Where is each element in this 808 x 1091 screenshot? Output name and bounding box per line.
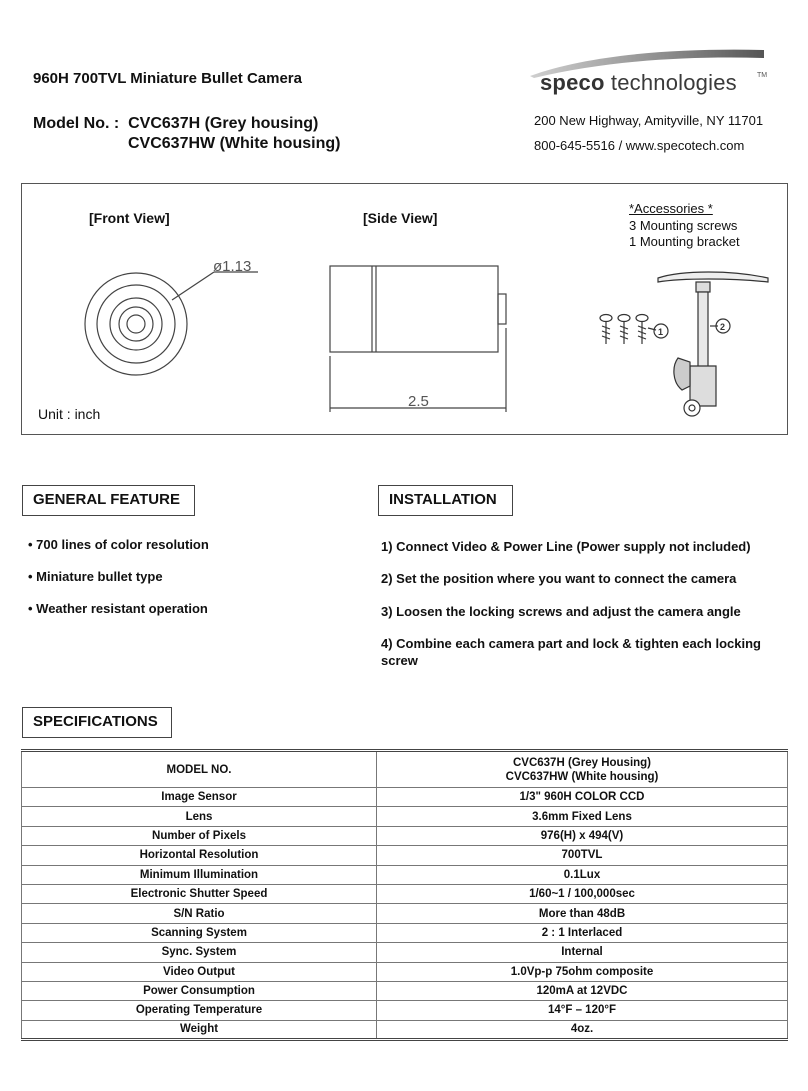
table-row <box>22 962 788 981</box>
spec-value-cell: 1/3" 960H COLOR CCD <box>377 788 788 807</box>
spec-value-cell: 0.1Lux <box>377 865 788 884</box>
page-title: 960H 700TVL Miniature Bullet Camera <box>33 70 302 87</box>
table-row <box>22 826 788 845</box>
model-grey: CVC637H (Grey housing) <box>128 115 319 132</box>
spec-value-cell: More than 48dB <box>377 904 788 923</box>
front-view-label: [Front View] <box>89 210 170 226</box>
table-row <box>22 788 788 807</box>
spec-value-cell: 3.6mm Fixed Lens <box>377 807 788 826</box>
model-value-cell <box>377 751 788 788</box>
table-row <box>22 1020 788 1039</box>
speco-logo <box>520 44 770 104</box>
accessory-screws: 3 Mounting screws <box>629 218 738 233</box>
spec-value-cell: 2 : 1 Interlaced <box>377 923 788 942</box>
install-step: 3) Loosen the locking screws and adjust the camera angle <box>381 604 741 619</box>
general-feature-heading: GENERAL FEATURE <box>22 485 195 516</box>
install-step: 4) Combine each camera part and lock & tighten each locking screw <box>381 636 761 668</box>
feature-item: • 700 lines of color resolution <box>28 537 209 552</box>
model-header-cell: MODEL NO. <box>22 751 377 788</box>
spec-value-cell: 976(H) x 494(V) <box>377 826 788 845</box>
spec-label-cell: Scanning System <box>22 923 377 942</box>
accessory-bracket: 1 Mounting bracket <box>629 234 740 249</box>
spec-label-cell: Power Consumption <box>22 981 377 1000</box>
table-row <box>22 807 788 826</box>
spec-value-cell: Internal <box>377 943 788 962</box>
side-view-drawing <box>320 260 520 420</box>
install-step: 2) Set the position where you want to connect the camera <box>381 571 737 586</box>
logo-tm: TM <box>757 72 768 79</box>
front-view-drawing <box>80 250 280 400</box>
spec-label-cell: Operating Temperature <box>22 1001 377 1020</box>
spec-label-cell: Video Output <box>22 962 377 981</box>
spec-label-cell: S/N Ratio <box>22 904 377 923</box>
spec-value-cell: 1.0Vp-p 75ohm composite <box>377 962 788 981</box>
table-row <box>22 846 788 865</box>
table-row <box>22 1001 788 1020</box>
logo-light: technologies <box>610 70 737 95</box>
table-row <box>22 981 788 1000</box>
logo-bold: speco <box>540 70 605 95</box>
spec-value-cell: 14°F – 120°F <box>377 1001 788 1020</box>
table-row <box>22 904 788 923</box>
model-label: Model No. : <box>33 115 120 132</box>
callout-2: 2 <box>720 322 726 332</box>
unit-label: Unit : inch <box>38 406 101 422</box>
model-white: CVC637HW (White housing) <box>128 135 341 152</box>
logo-wordmark <box>540 70 737 96</box>
specifications-table <box>21 749 788 1041</box>
model-value-white: CVC637HW (White housing) <box>505 770 659 783</box>
spec-label-cell: Horizontal Resolution <box>22 846 377 865</box>
table-header-row <box>22 751 788 788</box>
screw-icon <box>618 315 630 345</box>
spec-value-cell: 700TVL <box>377 846 788 865</box>
callout-1: 1 <box>658 327 664 337</box>
table-row <box>22 943 788 962</box>
spec-value-cell: 120mA at 12VDC <box>377 981 788 1000</box>
install-step: 1) Connect Video & Power Line (Power supply not included) <box>381 539 751 554</box>
spec-label-cell: Weight <box>22 1020 377 1039</box>
table-row <box>22 923 788 942</box>
specifications-heading: SPECIFICATIONS <box>22 707 172 738</box>
table-row <box>22 865 788 884</box>
installation-heading: INSTALLATION <box>378 485 513 516</box>
screw-icon <box>636 315 648 345</box>
spec-label-cell: Minimum Illumination <box>22 865 377 884</box>
spec-label-cell: Electronic Shutter Speed <box>22 884 377 903</box>
table-row <box>22 884 788 903</box>
accessories-drawing <box>592 266 782 426</box>
spec-value-cell: 4oz. <box>377 1020 788 1039</box>
spec-label-cell: Lens <box>22 807 377 826</box>
feature-item: • Miniature bullet type <box>28 569 163 584</box>
spec-value-cell: 1/60~1 / 100,000sec <box>377 884 788 903</box>
spec-label-cell: Number of Pixels <box>22 826 377 845</box>
side-view-label: [Side View] <box>363 210 438 226</box>
company-contact: 800-645-5516 / www.specotech.com <box>534 138 745 153</box>
length-label: 2.5 <box>408 393 429 410</box>
screw-icon <box>600 315 612 345</box>
spec-label-cell: Image Sensor <box>22 788 377 807</box>
spec-label-cell: Sync. System <box>22 943 377 962</box>
mounting-bracket-icon <box>658 272 768 416</box>
model-value-grey: CVC637H (Grey Housing) <box>512 756 652 769</box>
model-number-line1 <box>33 115 318 133</box>
company-address: 200 New Highway, Amityville, NY 11701 <box>534 113 764 128</box>
accessories-title: *Accessories * <box>629 201 713 216</box>
feature-item: • Weather resistant operation <box>28 601 208 616</box>
diameter-label: ø1.13 <box>213 258 252 275</box>
